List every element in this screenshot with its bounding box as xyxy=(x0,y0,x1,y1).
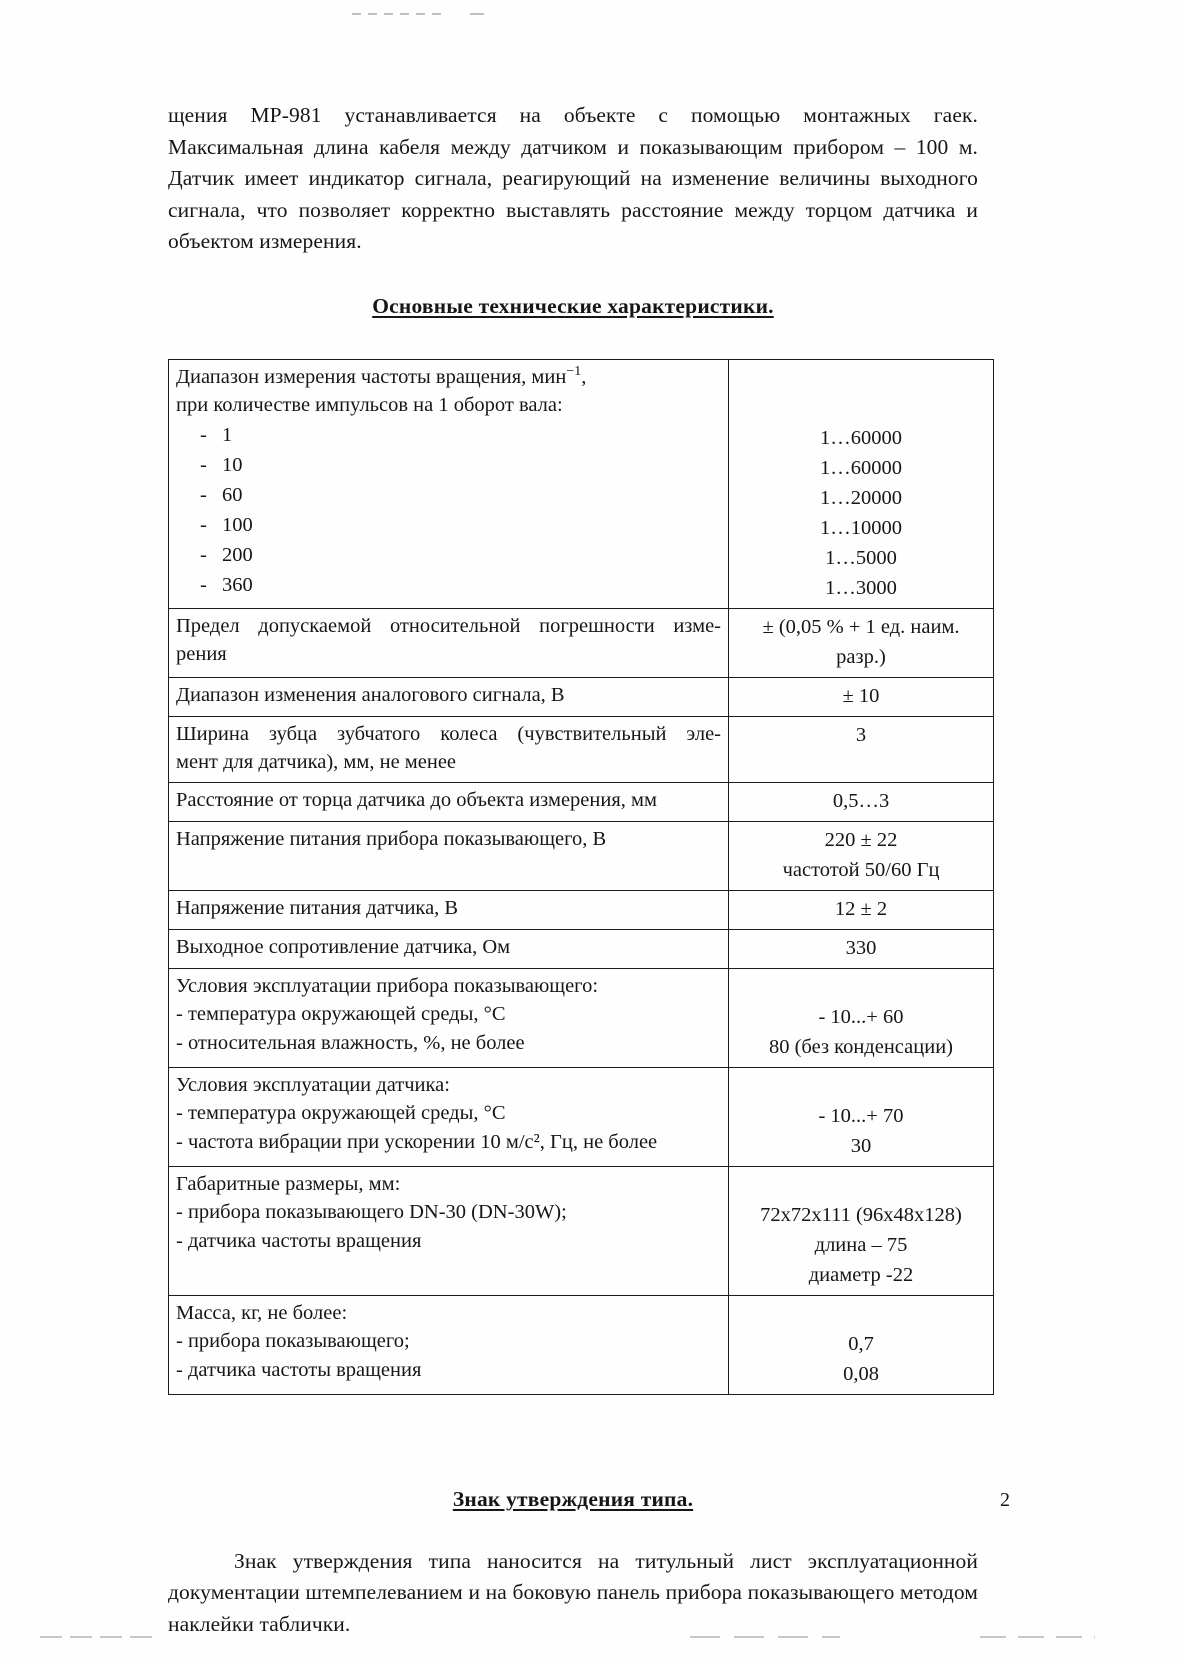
specifications-table xyxy=(168,359,994,1395)
range-label: Диапазон измерения частоты вращения, мин xyxy=(176,365,567,388)
spec-name-cell xyxy=(169,1166,729,1295)
table-gap xyxy=(168,1395,978,1487)
spec-value-cell xyxy=(729,359,994,608)
approval-heading: Знак утверждения типа. xyxy=(452,1486,694,1511)
spec-value-cell xyxy=(729,716,994,782)
scan-artifact-bottom-right xyxy=(980,1636,1095,1638)
list-item xyxy=(176,540,721,570)
table-row xyxy=(169,890,994,929)
table-row xyxy=(169,929,994,968)
spec-name-cell xyxy=(169,608,729,677)
heading-gap xyxy=(168,1512,978,1546)
spec-name-cell xyxy=(169,821,729,890)
spec-name-cell xyxy=(169,716,729,782)
spec-name-line xyxy=(176,363,721,392)
spec-name-cell xyxy=(169,1295,729,1394)
value-line: 3 xyxy=(855,723,867,746)
list-value: 200 xyxy=(222,543,253,566)
value-line: 0,7 xyxy=(848,1332,874,1355)
value-line: 30 xyxy=(850,1134,872,1157)
spec-value-cell xyxy=(729,821,994,890)
spec-name-cell xyxy=(169,677,729,716)
spec-name-line-3: - датчика частоты вращения xyxy=(176,1229,422,1252)
spec-name-cell xyxy=(169,968,729,1067)
value-line: 1…3000 xyxy=(825,576,897,599)
value-line: 1…5000 xyxy=(825,546,897,569)
spec-value-cell xyxy=(729,1295,994,1394)
list-item xyxy=(176,480,721,510)
list-dash: - xyxy=(200,543,207,566)
spec-name-cell xyxy=(169,1067,729,1166)
spec-name-line: Расстояние от торца датчика до объекта измерения, мм xyxy=(176,788,657,811)
list-item xyxy=(176,510,721,540)
list-value: 1 xyxy=(222,423,233,446)
page-title: Основные технические характеристики. xyxy=(372,293,774,318)
table-row xyxy=(169,608,994,677)
value-line: 330 xyxy=(845,936,877,959)
spec-name-line-2: мент для датчика), мм, не менее xyxy=(176,751,457,773)
spec-name-line: Масса, кг, не более: xyxy=(176,1301,348,1324)
spec-name-line: Напряжение питания прибора показывающего, В xyxy=(176,827,607,850)
spec-name-line-2: рения xyxy=(176,643,227,665)
value-spacer xyxy=(736,363,986,423)
value-line: 12 ± 2 xyxy=(834,897,888,920)
value-line: ± 10 xyxy=(842,684,880,707)
list-dash: - xyxy=(200,423,207,446)
spec-name-line-2: - прибора показывающего DN-30 (DN-30W); xyxy=(176,1201,567,1223)
scan-artifact-top xyxy=(352,13,448,15)
specs-heading-wrapper xyxy=(168,294,978,319)
spec-name-line-3: - частота вибрации при ускорении 10 м/с², Гц, не более xyxy=(176,1130,658,1153)
value-line: 220 ± 22 xyxy=(824,828,898,851)
list-item xyxy=(176,570,721,600)
spec-name-line-3: - датчика частоты вращения xyxy=(176,1358,422,1381)
list-value: 60 xyxy=(222,483,243,506)
value-line: - 10...+ 70 xyxy=(818,1104,904,1127)
value-line: диаметр -22 xyxy=(808,1263,914,1286)
spec-value-cell xyxy=(729,1166,994,1295)
list-value: 100 xyxy=(222,513,253,536)
spec-value-cell xyxy=(729,929,994,968)
list-dash: - xyxy=(200,483,207,506)
list-item xyxy=(176,420,721,450)
spec-name-cell xyxy=(169,782,729,821)
spec-name-line-2: при количестве импульсов на 1 оборот вала: xyxy=(176,394,563,416)
range-comma: , xyxy=(581,365,587,388)
table-row xyxy=(169,1295,994,1394)
value-line: 0,5…3 xyxy=(832,789,890,812)
table-row xyxy=(169,782,994,821)
table-row xyxy=(169,359,994,608)
spec-name-line: Выходное сопротивление датчика, Ом xyxy=(176,935,511,958)
list-value: 10 xyxy=(222,453,243,476)
intro-paragraph: щения МР-981 устанавливается на объекте с помощью монтажных гаек. Максимальная длина кабеля между датчиком и показывающим прибором – 100 м. Датчик имеет индикатор сигнала, реагирующий на изменение величины выходного сигнала, что позволяет корректно выставлять расстояние между торцом датчика и объектом измерения. xyxy=(168,103,978,253)
page-content xyxy=(168,100,978,1640)
list-item xyxy=(176,450,721,480)
spec-name-cell xyxy=(169,359,729,608)
list-dash: - xyxy=(200,513,207,536)
spec-name-line-2: - температура окружающей среды, °С xyxy=(176,1102,506,1124)
spec-name-line-2: - прибора показывающего; xyxy=(176,1330,410,1352)
value-line: 80 (без конденсации) xyxy=(768,1035,953,1058)
spec-value-cell xyxy=(729,890,994,929)
spec-name-line: Предел допускаемой относительной погрешности изме- xyxy=(176,614,721,637)
value-line: длина – 75 xyxy=(814,1233,908,1256)
approval-heading-wrapper xyxy=(168,1487,978,1512)
scan-artifact-top-2 xyxy=(470,13,484,15)
spec-name-line-3: - относительная влажность, %, не более xyxy=(176,1031,525,1054)
table-row xyxy=(169,821,994,890)
spec-name-line: Габаритные размеры, мм: xyxy=(176,1172,401,1195)
spec-value-cell xyxy=(729,1067,994,1166)
spec-name-cell xyxy=(169,890,729,929)
spec-value-cell xyxy=(729,608,994,677)
spec-name-line: Напряжение питания датчика, В xyxy=(176,896,459,919)
list-value: 360 xyxy=(222,573,253,596)
value-line xyxy=(736,1299,986,1329)
value-line xyxy=(736,972,986,1002)
spec-name-line: Ширина зубца зубчатого колеса (чувствительный эле- xyxy=(176,722,721,745)
approval-paragraph: Знак утверждения типа наносится на титульный лист эксплуатационной документации штемпелеванием и на боковую панель прибора показывающего методом наклейки таблички. xyxy=(168,1548,978,1636)
range-exponent: −1 xyxy=(566,363,582,379)
table-row xyxy=(169,716,994,782)
spec-name-cell xyxy=(169,929,729,968)
value-line: 1…20000 xyxy=(820,486,902,509)
table-row xyxy=(169,968,994,1067)
spec-name-line: Диапазон изменения аналогового сигнала, В xyxy=(176,683,565,706)
value-line: разр.) xyxy=(836,645,886,668)
value-line: 72х72х111 (96х48х128) xyxy=(760,1203,962,1226)
value-line: 1…60000 xyxy=(820,426,902,449)
value-line: частотой 50/60 Гц xyxy=(782,858,940,881)
value-line xyxy=(736,1170,986,1200)
value-line: 0,08 xyxy=(843,1362,879,1385)
spec-value-cell xyxy=(729,677,994,716)
spec-name-line: Условия эксплуатации датчика: xyxy=(176,1073,450,1096)
value-line: 1…10000 xyxy=(820,516,902,539)
value-line: ± (0,05 % + 1 ед. наим. xyxy=(762,615,960,638)
value-line xyxy=(736,1071,986,1101)
pulse-count-list xyxy=(176,420,721,600)
table-row xyxy=(169,1166,994,1295)
list-dash: - xyxy=(200,573,207,596)
spec-value-cell xyxy=(729,968,994,1067)
table-row xyxy=(169,677,994,716)
spec-name-line-2: - температура окружающей среды, °С xyxy=(176,1003,506,1025)
spec-name-line: Условия эксплуатации прибора показывающего: xyxy=(176,974,599,997)
spec-value-cell xyxy=(729,782,994,821)
table-row xyxy=(169,1067,994,1166)
page-number: 2 xyxy=(1000,1489,1010,1511)
value-line: - 10...+ 60 xyxy=(818,1005,904,1028)
scan-artifact-bottom-left xyxy=(40,1636,160,1638)
list-dash: - xyxy=(200,453,207,476)
value-line: 1…60000 xyxy=(820,456,902,479)
